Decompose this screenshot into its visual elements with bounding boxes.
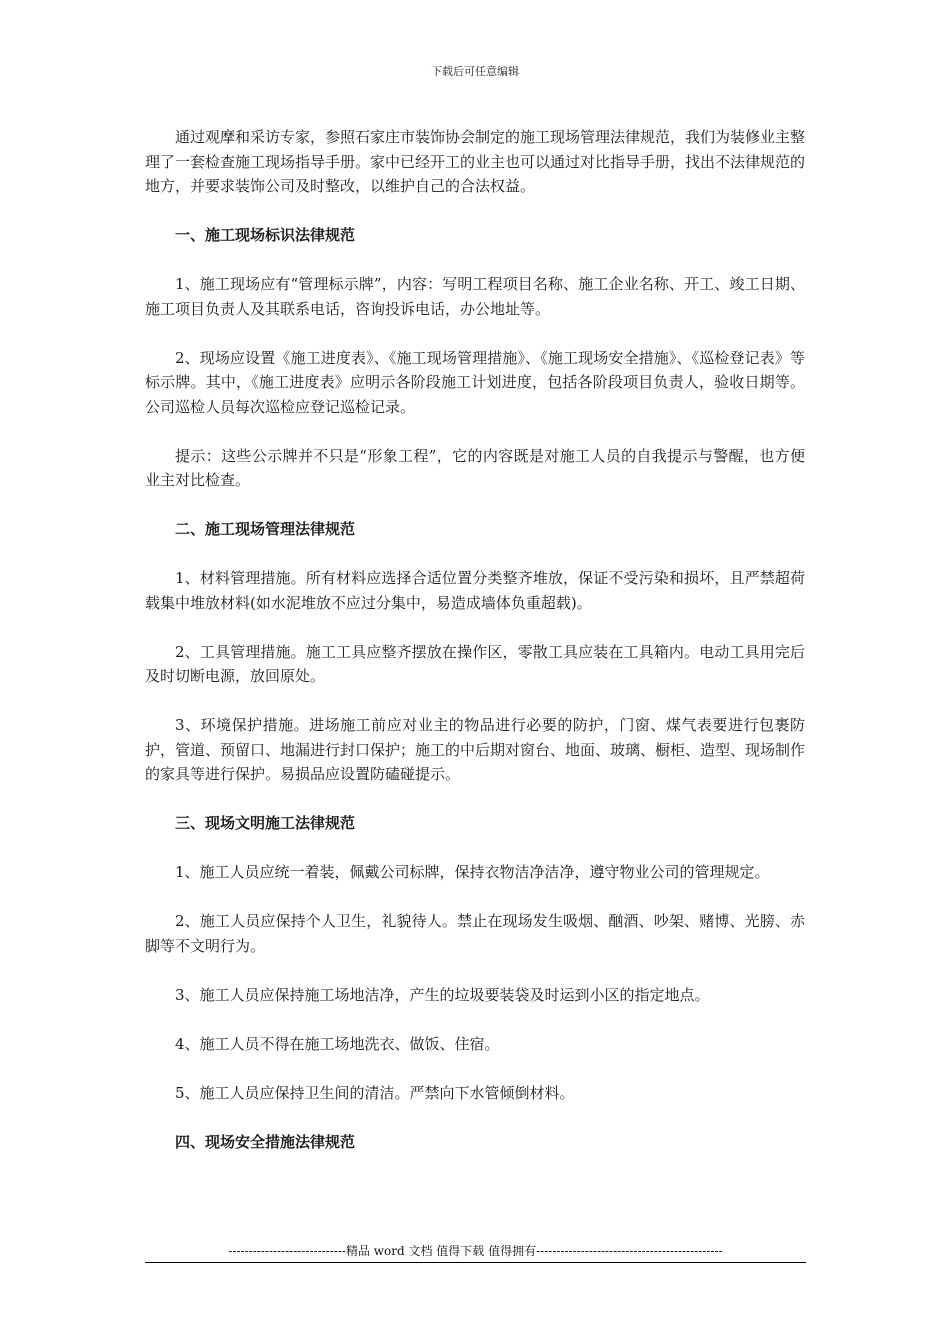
document-body — [145, 125, 805, 1179]
body-paragraph: 4、施工人员不得在施工场地洗衣、做饭、住宿。 — [175, 1034, 500, 1053]
intro-paragraph: 通过观摩和采访专家，参照石家庄市装饰协会制定的施工现场管理法律规范，我们为装修业主整理了一套检查施工现场指导手册。家中已经开工的业主也可以通过对比指导手册，找出不法律规范的地方，并要求装饰公司及时整改，以维护自己的合法权益。 — [145, 128, 806, 195]
section-heading-4: 四、现场安全措施法律规范 — [175, 1132, 356, 1151]
body-paragraph: 1、材料管理措施。所有材料应选择合适位置分类整齐堆放，保证不受污染和损坏，且严禁超荷载集中堆放材料(如水泥堆放不应过分集中，易造成墙体负重超载)。 — [145, 569, 805, 612]
body-paragraph: 2、现场应设置《施工进度表》、《施工现场管理措施》、《施工现场安全措施》、《巡检登记表》等标示牌。其中，《施工进度表》应明示各阶段施工计划进度，包括各阶段项目负责人，验收日期等。公司巡检人员每次巡检应登记巡检记录。 — [145, 348, 805, 416]
page-footer: -----------------------------精品 word 文档 值得下载 值得拥有---------------------------------------------- — [228, 1244, 723, 1258]
tip-paragraph: 提示：这些公示牌并不只是“形象工程”，它的内容既是对施工人员的自我提示与警醒，也方便业主对比检查。 — [145, 446, 805, 489]
body-paragraph: 1、施工人员应统一着装，佩戴公司标牌，保持衣物洁净洁净，遵守物业公司的管理规定。 — [175, 863, 770, 881]
section-heading-1: 一、施工现场标识法律规范 — [175, 226, 356, 244]
body-paragraph: 3、施工人员应保持施工场地洁净，产生的垃圾要装袋及时运到小区的指定地点。 — [175, 985, 710, 1004]
body-paragraph: 1、施工现场应有“管理标示牌”，内容：写明工程项目名称、施工企业名称、开工、竣工日期、施工项目负责人及其联系电话，咨询投诉电话，办公地址等。 — [145, 275, 805, 318]
body-paragraph: 2、工具管理措施。施工工具应整齐摆放在操作区，零散工具应装在工具箱内。电动工具用完后及时切断电源，放回原处。 — [145, 642, 805, 685]
footer-rule — [145, 1262, 806, 1263]
section-heading-2: 二、施工现场管理法律规范 — [175, 520, 356, 538]
section-heading-3: 三、现场文明施工法律规范 — [175, 814, 356, 832]
body-paragraph: 5、施工人员应保持卫生间的清洁。严禁向下水管倾倒材料。 — [175, 1083, 575, 1102]
page-header: 下载后可任意编辑 — [431, 65, 519, 78]
body-paragraph: 2、施工人员应保持个人卫生，礼貌待人。禁止在现场发生吸烟、酗酒、吵架、赌博、光膀、赤脚等不文明行为。 — [145, 912, 805, 955]
body-paragraph: 3、环境保护措施。进场施工前应对业主的物品进行必要的防护，门窗、煤气表要进行包裹防护，管道、预留口、地漏进行封口保护；施工的中后期对窗台、地面、玻璃、橱柜、造型、现场制作的家具等进行保护。易损品应设置防磕碰提示。 — [145, 716, 806, 783]
